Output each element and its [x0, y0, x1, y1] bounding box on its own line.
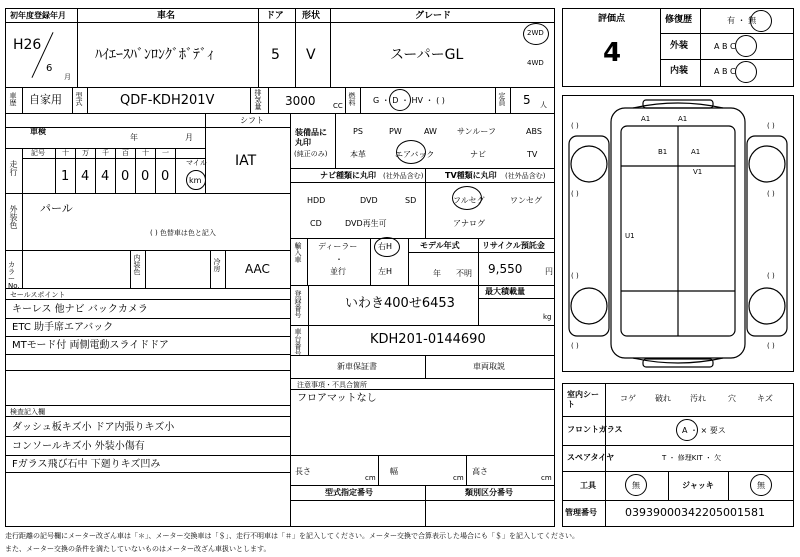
equip-leather: 本革 — [350, 150, 366, 159]
sheet-burn: コゲ — [620, 394, 636, 403]
unit-man: 万 — [82, 149, 89, 157]
mark-b1: B1 — [658, 148, 668, 156]
interior-color-label: 内装色 — [133, 254, 141, 275]
equip-navi: ナビ — [470, 150, 486, 159]
color-change-note: ( ) 色替車は色と記入 — [150, 229, 216, 237]
import-dot: ・ — [335, 255, 343, 264]
interior-value: A B C — [714, 67, 736, 76]
door-count: 5 — [271, 47, 280, 63]
model-year-unknown: 不明 — [456, 269, 472, 278]
equip-pw: PW — [389, 127, 402, 136]
paren-mark: ( ) — [571, 272, 579, 280]
code-label: 記号 — [31, 149, 45, 157]
car-name-label: 車名 — [157, 11, 176, 21]
capacity-value: 5 — [523, 93, 531, 107]
tv-label: TV種類に丸印 — [445, 171, 497, 180]
right-hand-circle — [374, 237, 400, 257]
mark-u1: U1 — [625, 232, 635, 240]
exterior-color: パール — [40, 202, 73, 215]
import-dealer: ディーラー — [318, 242, 358, 251]
reg-era-year: H26 — [13, 37, 42, 53]
notes-label: 注意事項・不具合箇所 — [297, 381, 367, 389]
sheet-stain: 汚れ — [690, 394, 706, 403]
equip-tv: TV — [527, 150, 538, 159]
unit-juu: 十 — [142, 149, 149, 157]
equip-airbag: エアバック — [395, 150, 435, 159]
mileage-digit: 4 — [81, 169, 90, 184]
km-label: km — [189, 176, 202, 185]
unit-hyaku: 百 — [122, 149, 129, 157]
repair-none-circle — [750, 10, 772, 32]
drive-2wd: 2WD — [527, 29, 544, 37]
navi-label: ナビ種類に丸印 — [320, 171, 376, 180]
length-unit: cm — [365, 474, 376, 482]
navi-dvd: DVD — [360, 196, 378, 205]
exterior-color-label: 外装色 — [9, 205, 18, 229]
sheet-scratch: キズ — [757, 394, 773, 403]
reg-month: 6 — [46, 63, 53, 74]
unit-sen: 千 — [102, 149, 109, 157]
equip-abs: ABS — [526, 127, 542, 136]
exterior-value: A B C — [714, 42, 736, 51]
model-label: 型式 — [75, 92, 83, 106]
car-outline-svg — [563, 96, 793, 371]
equipment-label: 装備品に丸印 — [295, 128, 327, 147]
yen-unit: 円 — [545, 267, 553, 276]
mileage-digit: 0 — [121, 169, 130, 184]
recycle-value: 9,550 — [488, 262, 523, 276]
mark-a1-front-right: A1 — [678, 115, 688, 123]
inspection-note-line: Fガラス飛び石中 下廻りキズ凹み — [12, 459, 161, 470]
capacity-label: 定員 — [498, 92, 506, 106]
car-name: ﾊｲｴｰｽﾊﾞﾝﾛﾝｸﾞﾎﾞﾃﾞｨ — [95, 47, 214, 63]
interior-sheet-label: 室内シート — [567, 390, 599, 410]
registration-value: いわき400せ6453 — [345, 296, 455, 311]
mark-v1: V1 — [693, 168, 703, 176]
tv-sub: (社外品含む) — [505, 172, 546, 180]
jack-none-circle — [750, 474, 772, 496]
equip-sunroof: サンルーフ — [457, 127, 496, 136]
max-load-label: 最大積載量 — [485, 287, 525, 296]
navi-hdd: HDD — [307, 196, 326, 205]
body-shape: V — [306, 47, 316, 63]
footer-line1: 走行距離の記号欄にメーター改ざん車は「＊」、メーター交換車は「＄」、走行不明車は「＃」を記入してください。メーター交換で合算表示した場合にも「＄」を記入してください。 — [5, 532, 579, 540]
inspection-year: 年 — [130, 133, 138, 142]
navi-dvd-play: DVD再生可 — [345, 219, 387, 228]
interior-label: 内装 — [670, 66, 689, 76]
fuel-label: 燃料 — [348, 92, 356, 106]
unit-ichi: 一 — [162, 149, 169, 157]
repair-value: 有 ・ 無 — [727, 16, 757, 25]
color-no-label: カラーNo. — [8, 261, 20, 290]
displacement-label: 排気量 — [254, 89, 262, 110]
new-warranty: 新車保証書 — [337, 362, 377, 371]
navi-sub: (社外品含む) — [383, 172, 424, 180]
aircon-value: AAC — [245, 262, 270, 276]
inspection-month: 月 — [185, 133, 193, 142]
sheet-tear: 破れ — [655, 394, 671, 403]
month-unit: 月 — [64, 73, 71, 81]
repair-label: 修復歴 — [665, 15, 693, 25]
paren-mark: ( ) — [571, 342, 579, 350]
equip-aw: AW — [424, 127, 437, 136]
tools-none-circle — [625, 474, 647, 496]
fullseg-circle — [452, 186, 482, 210]
paren-mark: ( ) — [767, 342, 775, 350]
exterior-label: 外装 — [670, 41, 689, 51]
sales-point-line: MTモード付 両側電動スライドドア — [12, 340, 169, 351]
jack-label: ジャッキ — [682, 481, 714, 490]
sheet-hole: 穴 — [728, 394, 736, 403]
airbag-circle — [396, 140, 426, 164]
tv-fullseg: フルセグ — [453, 196, 485, 205]
fuel-diesel-circle — [389, 89, 411, 111]
paren-mark: ( ) — [767, 272, 775, 280]
management-value: 0393900034220500158‌1 — [625, 506, 765, 519]
score-value: 4 — [603, 38, 622, 68]
score-label: 評価点 — [598, 14, 626, 24]
inspection-label: 車検 — [30, 127, 46, 136]
chassis-label: 車台番号 — [294, 328, 302, 356]
sales-points-label: セールスポイント — [10, 291, 66, 299]
car-diagram — [562, 95, 794, 372]
height-unit: cm — [541, 474, 552, 482]
paren-mark: ( ) — [767, 122, 775, 130]
spare-value: T ・ 修理KIT ・ 欠 — [662, 454, 722, 462]
mileage-digit: 4 — [101, 169, 110, 184]
inspection-note-line: コンソールキズ小 外装小傷有 — [12, 441, 145, 452]
import-left: 左H — [378, 267, 393, 276]
navi-sd: SD — [405, 196, 417, 205]
jack-value: 無 — [757, 481, 765, 490]
width-label: 幅 — [390, 467, 398, 476]
model-year-unit: 年 — [433, 269, 441, 278]
inspection-notes-label: 検査記入欄 — [10, 408, 45, 416]
recycle-label: リサイクル預託金 — [482, 241, 545, 250]
paren-mark: ( ) — [571, 122, 579, 130]
notes-value: フロアマットなし — [297, 393, 377, 404]
windshield-value: A ・ × 要ス — [682, 426, 726, 435]
model-year-label: モデル年式 — [420, 241, 460, 250]
import-parallel: 並行 — [330, 267, 346, 276]
width-unit: cm — [453, 474, 464, 482]
footer-line2: また、メーター交換の条件を満たしていないものはメーター改ざん車扱いとします。 — [5, 545, 271, 553]
mileage-digit: 1 — [61, 169, 70, 184]
import-label: 輸入車 — [294, 242, 302, 263]
management-label: 管理番号 — [565, 508, 597, 517]
grade-value: スーパーGL — [390, 47, 464, 63]
grade-label: グレード — [415, 11, 452, 21]
usage-value: 自家用 — [29, 93, 62, 106]
chassis-value: KDH201-0144690 — [370, 332, 486, 347]
inspection-note-line: ダッシュ板キズ小 ドア内張りキズ小 — [12, 422, 175, 433]
mile-label: マイル — [186, 159, 207, 167]
registration-label: 登録番号 — [294, 290, 302, 318]
kg-unit: kg — [543, 313, 552, 321]
cc-unit: CC — [333, 102, 343, 110]
mileage-digit: 0 — [161, 169, 170, 184]
door-label: ドア — [266, 11, 284, 21]
category-label: 類別区分番号 — [465, 488, 513, 497]
shift-label: シフト — [240, 116, 264, 125]
equip-ps: PS — [353, 127, 363, 136]
aircon-label: 冷房 — [213, 258, 221, 272]
height-label: 高さ — [472, 467, 488, 476]
model-code: QDF-KDH201V — [120, 93, 215, 108]
tv-oneseg: ワンセグ — [510, 196, 542, 205]
length-label: 長さ — [295, 467, 311, 476]
paren-mark: ( ) — [767, 190, 775, 198]
displacement-value: 3000 — [285, 94, 316, 108]
navi-cd: CD — [310, 219, 322, 228]
exterior-b-circle — [735, 35, 757, 57]
windshield-a-circle — [676, 419, 698, 441]
reg-year-label: 初年度登録年月 — [10, 11, 66, 20]
type-designation-label: 型式指定番号 — [325, 488, 373, 497]
tools-label: 工具 — [580, 481, 596, 490]
person-unit: 人 — [540, 101, 547, 109]
drive-4wd: 4WD — [527, 59, 544, 67]
mileage-digit: 0 — [141, 169, 150, 184]
tv-analog: アナログ — [453, 219, 485, 228]
usage-label: 車歴 — [9, 92, 17, 106]
sales-point-line: キーレス 他ナビ バックカメラ — [12, 304, 148, 315]
shift-value: IAT — [235, 153, 257, 169]
unit-10man: 十 — [62, 149, 69, 157]
shape-label: 形状 — [302, 11, 321, 21]
manual: 車両取説 — [473, 362, 505, 371]
mark-a1-front-left: A1 — [641, 115, 651, 123]
spare-label: スペアタイヤ — [567, 453, 615, 462]
interior-b-circle — [735, 61, 757, 83]
import-right: 右H — [378, 242, 393, 251]
windshield-label: フロントガラス — [567, 425, 623, 434]
paren-mark: ( ) — [571, 190, 579, 198]
sales-point-line: ETC 助手席エアバック — [12, 322, 114, 333]
fuel-options: G ・ D ・ HV ・ ( ) — [373, 96, 445, 105]
mark-a1-mid: A1 — [691, 148, 701, 156]
mileage-label: 走行 — [9, 160, 18, 176]
tools-value: 無 — [632, 481, 640, 490]
equipment-sub: (純正のみ) — [294, 150, 328, 158]
